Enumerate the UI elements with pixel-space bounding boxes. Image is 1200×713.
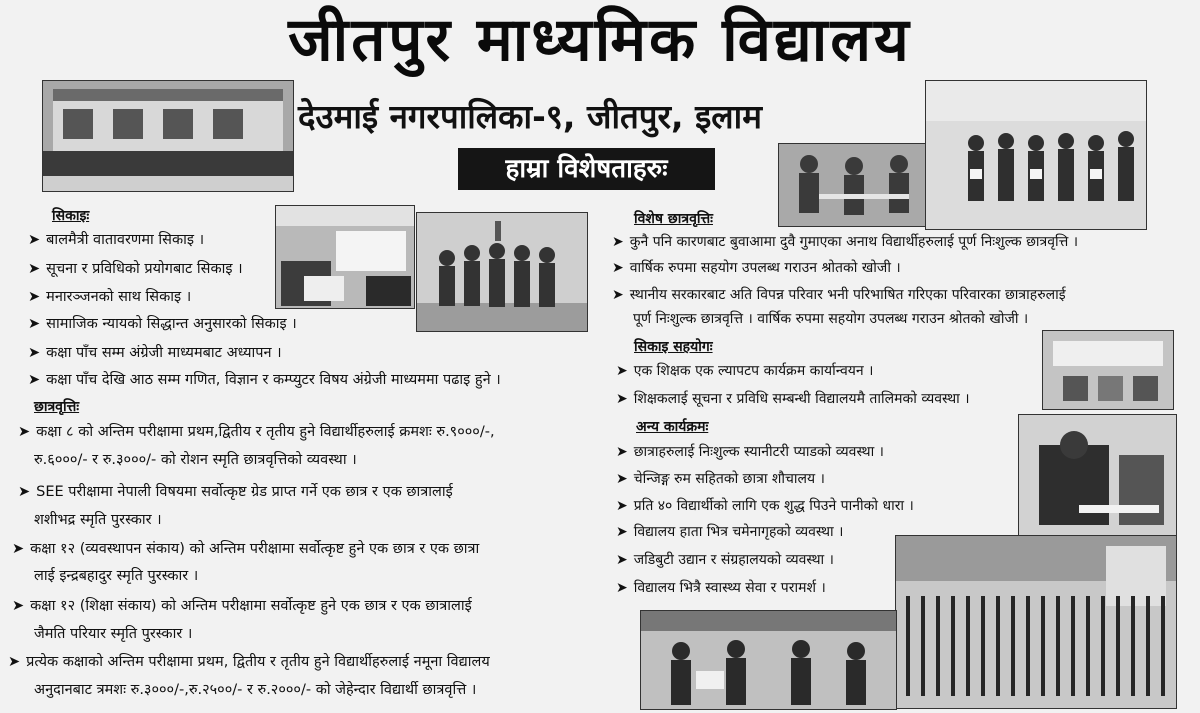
other-program-item — [616, 469, 825, 489]
arrow-icon: ➤ — [12, 541, 25, 557]
scholarship-item-line2: रु.६०००/- र रु.३०००/- को रोशन स्मृति छात्रवृत्तिको व्यवस्था । — [34, 452, 357, 468]
classroom-wall-illustration — [1043, 331, 1173, 409]
learning-support-text: एक शिक्षक एक ल्यापटप कार्यक्रम कार्यान्वयन । — [633, 363, 874, 379]
arrow-icon: ➤ — [28, 261, 41, 277]
arrow-icon: ➤ — [616, 363, 628, 379]
sports-team-photo — [416, 212, 588, 332]
school-address: देउमाई नगरपालिका-९, जीतपुर, इलाम — [298, 97, 762, 136]
award-ceremony-photo — [640, 610, 897, 710]
learning-support-item — [616, 389, 970, 409]
arrow-icon: ➤ — [18, 484, 31, 500]
school-building-illustration — [43, 81, 293, 191]
learning-support-heading: सिकाइ सहयोगः — [634, 339, 713, 355]
classroom-wall-photo — [1042, 330, 1174, 410]
special-scholarship-line2: पूर्ण निःशुल्क छात्रवृत्ति । वार्षिक रुपमा सहयोग उपलब्ध गराउन श्रोतको खोजी । — [633, 311, 1029, 327]
arrow-icon: ➤ — [8, 654, 21, 670]
learning-support-text: शिक्षकलाई सूचना र प्रविधि सम्बन्धी विद्यालयमै तालिमको व्यवस्था । — [633, 391, 970, 407]
assembly-illustration — [896, 536, 1176, 708]
learning-item — [28, 259, 243, 279]
special-scholarship-item — [612, 258, 901, 278]
scholarship-item — [8, 652, 490, 672]
other-program-item — [616, 496, 914, 516]
learning-item-text: कक्षा पाँच देखि आठ सम्म गणित, विज्ञान र कम्प्युटर विषय अंग्रेजी माध्यममा पढाइ हुने । — [46, 372, 501, 388]
scholarship-item — [18, 482, 453, 502]
school-name-title: जीतपुर माध्यमिक विद्यालय — [288, 5, 912, 75]
scholarship-item-line2: लाई इन्द्रबहादुर स्मृति पुरस्कार । — [34, 568, 199, 584]
computer-lab-photo — [275, 205, 415, 309]
arrow-icon: ➤ — [18, 424, 31, 440]
computer-lab-illustration — [276, 206, 414, 308]
arrow-icon: ➤ — [28, 345, 41, 361]
learning-item — [28, 314, 297, 334]
learning-item-text: मनारञ्जनको साथ सिकाइ । — [46, 289, 192, 305]
teacher-helping-student-photo — [1018, 414, 1177, 536]
scholarship-item-line1: कक्षा ८ को अन्तिम परीक्षामा प्रथम,द्वितीय र तृतीय हुने विद्यार्थीहरुलाई क्रमशः रु.९०००/-, — [36, 424, 495, 440]
other-program-text: विद्यालय भित्रै स्वास्थ्य सेवा र परामर्श । — [633, 580, 826, 596]
special-scholarship-text: कुनै पनि कारणबाट बुवाआमा दुवै गुमाएका अनाथ विद्यार्थीहरुलाई पूर्ण निःशुल्क छात्रवृत्ति । — [629, 234, 1079, 250]
arrow-icon: ➤ — [28, 289, 41, 305]
special-scholarship-item — [612, 285, 1066, 305]
scholarship-item-line1: प्रत्येक कक्षाको अन्तिम परीक्षामा प्रथम, द्वितीय र तृतीय हुने विद्यार्थीहरुलाई नमूना विद्यालय — [26, 654, 490, 670]
other-program-text: छात्राहरुलाई निःशुल्क स्यानीटरी प्याडको व्यवस्था । — [633, 444, 884, 460]
school-building-group-photo — [42, 80, 294, 192]
special-scholarship-item — [612, 232, 1078, 252]
learning-item — [28, 287, 191, 307]
other-program-item — [616, 522, 843, 542]
learning-item-text: बालमैत्री वातावरणमा सिकाइ । — [46, 232, 205, 248]
school-assembly-photo — [895, 535, 1177, 709]
arrow-icon: ➤ — [616, 498, 628, 514]
arrow-icon: ➤ — [616, 444, 628, 460]
special-scholarship-text: स्थानीय सरकारबाट अति विपन्न परिवार भनी परिभाषित गरिएका परिवारका छात्राहरुलाई — [629, 287, 1066, 303]
scholarship-item-line2: शशीभद्र स्मृति पुरस्कार । — [34, 512, 162, 528]
students-activity-photo — [778, 143, 928, 227]
arrow-icon: ➤ — [612, 287, 624, 303]
other-programs-heading: अन्य कार्यक्रमः — [636, 419, 709, 435]
other-program-text: जडिबुटी उद्यान र संग्रहालयको व्यवस्था । — [633, 552, 834, 568]
arrow-icon: ➤ — [616, 471, 628, 487]
other-program-text: विद्यालय हाता भित्र चमेनागृहको व्यवस्था । — [633, 524, 844, 540]
arrow-icon: ➤ — [616, 391, 628, 407]
arrow-icon: ➤ — [612, 234, 624, 250]
scholarship-item-line1: SEE परीक्षामा नेपाली विषयमा सर्वोत्कृष्ट ग्रेड प्राप्त गर्ने एक छात्र र एक छात्रालाई — [36, 484, 453, 500]
special-scholarship-heading: विशेष छात्रवृत्तिः — [634, 211, 713, 227]
learning-item — [28, 343, 282, 363]
arrow-icon: ➤ — [28, 232, 41, 248]
learning-item-text: सूचना र प्रविधिको प्रयोगबाट सिकाइ । — [46, 261, 243, 277]
scholarship-item-line1: कक्षा १२ (शिक्षा संकाय) को अन्तिम परीक्षामा सर्वोत्कृष्ट हुने एक छात्र र एक छात्रालाई — [30, 598, 472, 614]
teacher-student-illustration — [1019, 415, 1176, 535]
learning-item-text: कक्षा पाँच सम्म अंग्रेजी माध्यमबाट अध्यापन । — [46, 345, 282, 361]
arrow-icon: ➤ — [28, 316, 41, 332]
learning-heading: सिकाइः — [52, 208, 90, 224]
arrow-icon: ➤ — [12, 598, 25, 614]
certificates-illustration — [926, 81, 1146, 229]
other-program-item — [616, 578, 826, 598]
special-scholarship-text: वार्षिक रुपमा सहयोग उपलब्ध गराउन श्रोतको खोजी । — [629, 260, 901, 276]
scholarship-item-line2: अनुदानबाट त्रमशः रु.३०००/-,रु.२५००/- र रु.२०००/- को जेहेन्दार विद्यार्थी छात्रवृत्ति । — [34, 682, 477, 698]
students-activity-illustration — [779, 144, 927, 226]
learning-item — [28, 370, 501, 390]
scholarship-heading: छात्रवृत्तिः — [34, 399, 80, 415]
learning-item-text: सामाजिक न्यायको सिद्धान्त अनुसारको सिकाइ । — [46, 316, 297, 332]
students-holding-certificates-photo — [925, 80, 1147, 230]
other-program-item — [616, 550, 834, 570]
other-program-item — [616, 442, 884, 462]
learning-item — [28, 230, 204, 250]
sports-team-illustration — [417, 213, 587, 331]
scholarship-item-line1: कक्षा १२ (व्यवस्थापन संकाय) को अन्तिम परीक्षामा सर्वोत्कृष्ट हुने एक छात्र र एक छात्रा — [30, 541, 480, 557]
scholarship-item — [12, 539, 479, 559]
scholarship-item — [18, 422, 495, 442]
award-ceremony-illustration — [641, 611, 896, 709]
scholarship-item-line2: जैमति परियार स्मृति पुरस्कार । — [34, 626, 193, 642]
arrow-icon: ➤ — [616, 552, 628, 568]
arrow-icon: ➤ — [612, 260, 624, 276]
arrow-icon: ➤ — [28, 372, 41, 388]
learning-support-item — [616, 361, 873, 381]
scholarship-item — [12, 596, 472, 616]
other-program-text: चेन्जिङ्ग रुम सहितको छात्रा शौचालय । — [633, 471, 825, 487]
features-banner: हाम्रा विशेषताहरुः — [458, 148, 715, 190]
other-program-text: प्रति ४० विद्यार्थीको लागि एक शुद्ध पिउने पानीको धारा । — [633, 498, 914, 514]
arrow-icon: ➤ — [616, 524, 628, 540]
arrow-icon: ➤ — [616, 580, 628, 596]
